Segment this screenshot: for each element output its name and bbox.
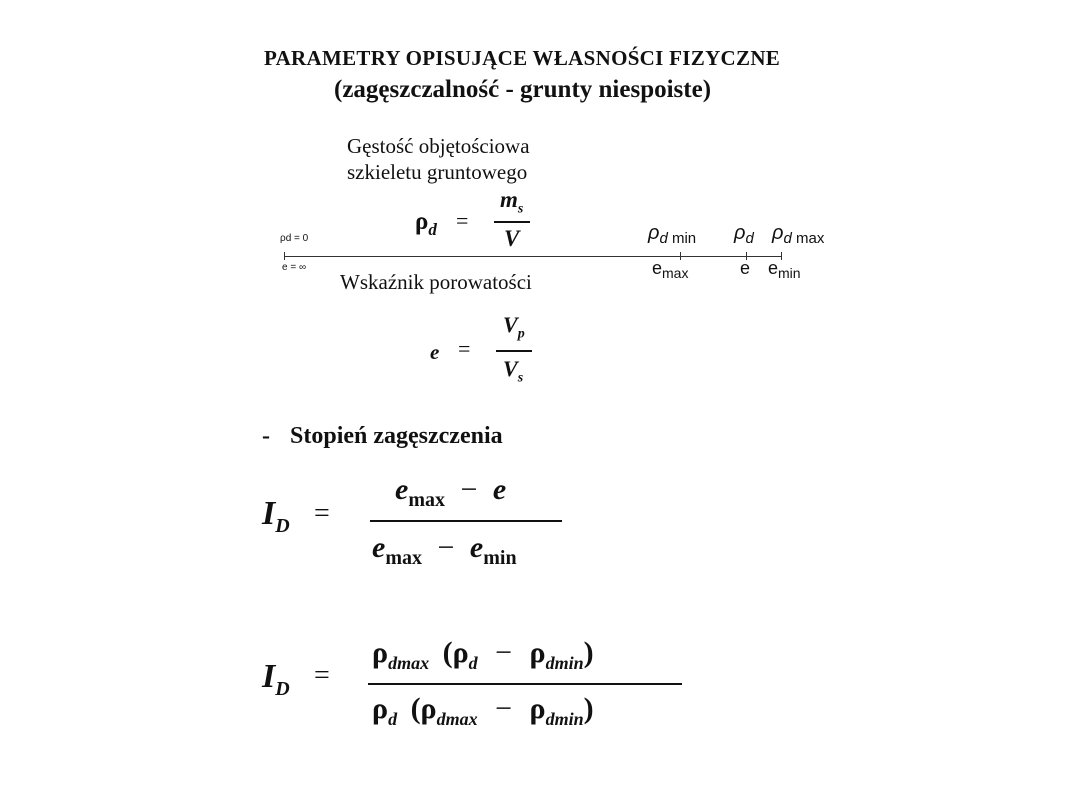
- density-label-line1: Gęstość objętościowa: [347, 134, 530, 158]
- formula2-numerator: $\rho_{dmax}$ $(\rho_d - \rho_{dmin})$: [372, 636, 594, 673]
- porosity-denominator: $V_s$: [503, 356, 524, 386]
- scale-axis: [284, 256, 782, 257]
- page-subtitle: (zagęszczalność - grunty niespoiste): [334, 76, 712, 103]
- scale-rho-d-min: $\rho_{d min}$: [648, 222, 697, 247]
- porosity-lhs: e: [430, 340, 440, 364]
- scale-rho-d-max: $\rho_{d max}$: [772, 222, 825, 247]
- formula1-fraction-bar: [370, 520, 562, 522]
- section-bullet: -: [262, 423, 270, 449]
- formula2-lhs: $I_D$: [262, 658, 290, 700]
- formula1-numerator: $e_{max} - e$: [395, 473, 507, 511]
- scale-e-max: $e_{max}$: [652, 258, 689, 281]
- porosity-numerator: $V_p$: [503, 312, 525, 342]
- formula2-denominator: $\rho_d$ $(\rho_{dmax} - \rho_{dmin})$: [372, 692, 594, 729]
- density-numerator: $m_s$: [500, 187, 524, 217]
- scale-e: e: [740, 258, 751, 278]
- section-title: Stopień zagęszczenia: [290, 423, 503, 449]
- density-equals: =: [456, 208, 469, 233]
- porosity-label: Wskaźnik porowatości: [340, 270, 532, 294]
- formula2-fraction-bar: [368, 683, 682, 685]
- formula1-equals: =: [314, 498, 330, 529]
- porosity-fraction-bar: [496, 350, 532, 352]
- density-fraction-bar: [494, 221, 530, 223]
- scale-e-min: $e_{min}$: [768, 258, 801, 281]
- scale-left-bottom-label: e = ∞: [282, 262, 307, 273]
- porosity-equals: =: [458, 336, 471, 361]
- scale-rho-d: $\rho_d$: [734, 222, 754, 247]
- density-denominator: V: [504, 226, 520, 251]
- formula2-equals: =: [314, 660, 330, 691]
- density-lhs: $\rho_d$: [415, 208, 437, 239]
- scale-tick-zero: [284, 252, 285, 260]
- density-label-line2: szkieletu gruntowego: [347, 160, 528, 184]
- scale-left-top-label: ρd = 0: [280, 233, 309, 244]
- page-title: PARAMETRY OPISUJĄCE WŁASNOŚCI FIZYCZNE: [264, 46, 781, 70]
- formula1-denominator: $e_{max} - e_{min}$: [372, 531, 517, 569]
- formula1-lhs: $I_D$: [262, 495, 290, 537]
